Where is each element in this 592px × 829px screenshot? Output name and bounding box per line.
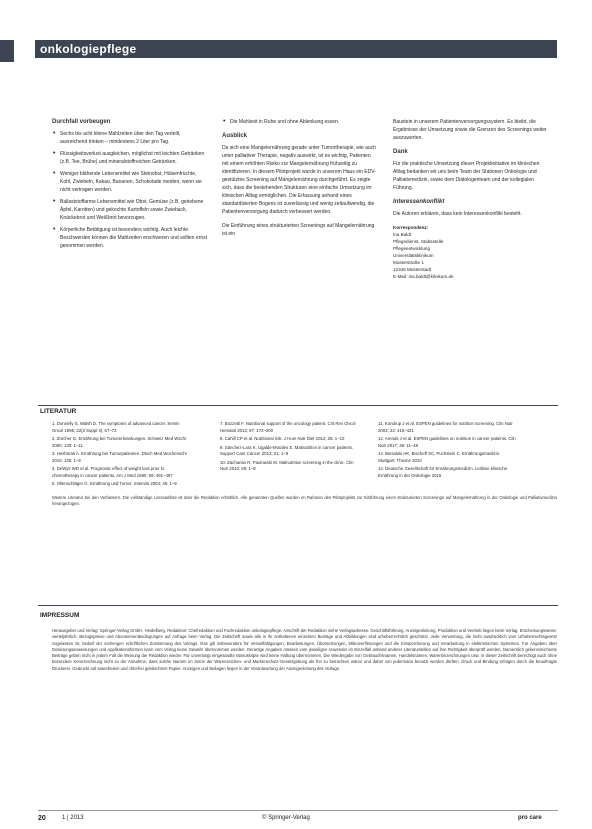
publisher-label: © Springer-Verlag — [262, 815, 310, 821]
section-title: onkologiepflege — [40, 42, 137, 56]
reference: 5. Ollenschläger G. Ernährung und Tumor. Internist 2004; 45: 1–9 — [52, 481, 177, 486]
literature-heading: LITERATUR — [40, 408, 77, 415]
reference: 9. Sánchez-Lara K, Ugalde-Morales E. Malnutrition in cancer patients. Support Care Cancer 2013; 21: 1–9 — [220, 444, 354, 456]
literature-column-2 — [220, 421, 360, 475]
address-line: Pflegeentwicklung — [393, 246, 431, 251]
address-line: Musterstraße 1 — [393, 260, 424, 265]
address-line: 12345 Musterstadt — [393, 267, 432, 272]
list-item: • Flüssigkeitsverlust ausgleichen, möglichst mit leichten Getränken (z.B. Tee, Brühe) und mineralstoffreichen Getränken. — [60, 150, 208, 166]
subheading: Interessenkonflikt — [393, 199, 445, 205]
reference: 10. Zacharias R, Paulowski M. Malnutrition screening in the clinic. Clin Nutr 2010; 29: 1–8 — [220, 459, 354, 471]
reference: 2. Zürcher G. Ernährung bei Tumorerkrankungen. Schweiz Med Wschr 2000; 130: 1–11 — [52, 436, 187, 448]
literature-note: Weitere Literatur bei den Verfassern. Die vollständige Literaturliste ist über die Redaktion erhältlich. Alle genannten Quellen wurden im Rahmen des Pilotprojekts zur Einführung eines strukturierten Screenings auf Mangelernährung in der Onkologie und Palliativmedizin herangezogen. — [52, 495, 557, 507]
address-line: Ina Baldt — [393, 232, 412, 237]
reference: 8. Cahill CP et al. Nutritional risk. J Hum Nutr Diet 2012; 25: 1–10 — [220, 436, 345, 441]
subheading: Dank — [393, 149, 408, 155]
imprint-text: Herausgeber und Verlag: Springer-Verlag GmbH, Heidelberg. Redaktion: Chefredaktion und Fachredaktion onkologiepflege. Anschrift der Redaktion siehe Verlagsadresse. Geschäftsführung, Anzeigenleitung, Produktion und Vertrieb liegen beim Verlag. Erscheinungsweise: vierteljährlich. Bezugspreise und Abonnementbedingungen auf Anfrage beim Verlag. Die Zeitschrift sowie alle in ihr enthaltenen einzelnen Beiträge und Abbildungen sind urheberrechtlich geschützt. Jede Verwertung, die nicht ausdrücklich vom Urheberrechtsgesetz zugelassen ist, bedarf der vorherigen schriftlichen Zustimmung des Verlags. Das gilt insbesondere für Vervielfältigungen, Bearbeitungen, Übersetzungen, Mikroverfilmungen und die Einspeicherung und Verarbeitung in elektronischen Systemen. Für Angaben über Dosierungsanweisungen und Applikationsformen kann vom Verlag keine Gewähr übernommen werden. Derartige Angaben müssen vom jeweiligen Anwender im Einzelfall anhand anderer Literaturstellen auf ihre Richtigkeit überprüft werden. Namentlich gekennzeichnete Beiträge geben nicht in jedem Fall die Meinung der Redaktion wieder. Für unverlangt eingesandte Manuskripte wird keine Haftung übernommen. Die Wiedergabe von Gebrauchsnamen, Handelsnamen, Warenbezeichnungen usw. in dieser Zeitschrift berechtigt auch ohne besondere Kennzeichnung nicht zu der Annahme, dass solche Namen im Sinne der Warenzeichen- und Markenschutz-Gesetzgebung als frei zu betrachten wären und daher von jedermann benutzt werden dürften. Druck und Bindung erfolgen durch die beauftragte Druckerei. Gedruckt auf säurefreiem und chlorfrei gebleichtem Papier. Anzeigen und Beilagen liegen in der Verantwortung der Anzeigenleitung des Verlags. — [52, 628, 557, 671]
imprint-heading: IMPRESSUM — [40, 612, 80, 619]
issue-label: 1 | 2013 — [62, 815, 84, 821]
column-3 — [393, 118, 553, 280]
bullet-list — [52, 130, 208, 250]
reference: 14. Deutsche Gesellschaft für Ernährungsmedizin. Leitlinie klinische Ernährung in der Onkologie 2015 — [378, 466, 508, 478]
reference: 4. DeWys WD et al. Prognostic effect of weight loss prior to chemotherapy in cancer patients. Am J Med 1980; 69: 491–497 — [52, 466, 173, 478]
list-item: • Die Mahlzeit in Ruhe und ohne Ablenkung essen. — [230, 118, 376, 126]
list-item: • Ballaststoffarme Lebensmittel wie Obst, Gemüse (z.B. geriebene Äpfel, Karotten) und gekochte Kartoffeln sowie Zwieback, Knäckebrot und Weißbrot bevorzugen. — [60, 198, 208, 222]
reference: 7. Bozzetti F. Nutritional support of the oncology patient. Crit Rev Oncol Hematol 2013; 87: 172–200 — [220, 421, 356, 433]
paragraph: Die Einführung eines strukturierten Screenings auf Mangelernährung ist ein — [222, 223, 375, 237]
section-divider — [38, 605, 558, 606]
page-number: 20 — [38, 815, 46, 822]
column-2 — [222, 118, 376, 244]
journal-name: pro care — [518, 815, 542, 821]
edge-tab — [0, 40, 14, 62]
list-item: • Körperliche Betätigung ist besonders wichtig. Auch leichte Beschwerden können die Mahlzeiten erschweren und sollten ernst genommen werden. — [60, 226, 208, 250]
list-item: • Sechs bis acht kleine Mahlzeiten über den Tag verteilt, ausreichend trinken – mindestens 2 Liter pro Tag. — [60, 130, 208, 146]
paragraph: Da sich eine Mangelernährung gerade unter Tumortherapie, wie auch unter palliativer Therapie, negativ auswirkt, ist es wichtig, Patienten mit einem erhöhten Risiko zur Mangelernährung frühzeitig zu identifizieren. In diesem Pilotprojekt wurde in unserem Haus ein EDV-gestütztes Screening auf Mangelernährung durchgeführt. Es zeigte sich, dass die bestehenden Strukturen eine einfache Umsetzung im klinischen Alltag ermöglichen. Die Erfassung anhand eines standardisierten Bogens ist zuverlässig und wenig zeitaufwendig, die Patientenversorgung dadurch verbessert werden. — [222, 145, 376, 215]
footer-divider — [38, 810, 558, 811]
subheading: Durchfall vorbeugen — [52, 119, 111, 125]
reference: 1. Donnelly S, Walsh D. The symptoms of advanced cancer. Semin Oncol 1995; 22(2 Suppl 3): 67–72 — [52, 421, 180, 433]
address-line: Universitätsklinikum — [393, 253, 434, 258]
reference: 11. Kondrup J et al. ESPEN guidelines for nutrition screening. Clin Nutr 2003; 22: 415–421 — [378, 421, 513, 433]
address-line: Pflegedienst, Stabsstelle — [393, 239, 444, 244]
literature-column-3 — [378, 421, 518, 481]
paragraph: Für die praktische Umsetzung dieser Projektinitiative im klinischen Alltag bedanken wir uns beim Team der Stationen Onkologie und Palliativmedizin, sowie dem Diätologenteam und der kollegialen Führung. — [393, 161, 540, 191]
subheading: Ausblick — [222, 133, 248, 139]
section-divider — [38, 405, 558, 406]
reference: 13. Biesalski HK, Bischoff SC, Puchstein C. Ernährungsmedizin. Stuttgart: Thieme 2010 — [378, 451, 501, 463]
address-line[interactable]: E-Mail: ina.baldt@klinikum.de — [393, 274, 454, 279]
column-1 — [52, 118, 208, 254]
reference: 12. Arends J et al. ESPEN guidelines on nutrition in cancer patients. Clin Nutr 2017; 36: 11–48 — [378, 436, 516, 448]
paragraph: Die Autoren erklären, dass kein Interessenkonflikt besteht. — [393, 211, 522, 217]
bullet-list — [222, 118, 376, 126]
correspondence-address — [393, 224, 553, 280]
literature-column-1 — [52, 421, 188, 490]
address-label: Korrespondenz: — [393, 225, 429, 230]
paragraph: Baustein in unserem Patientenversorgungssystem. Es bleibt, die Ergebnisse der Umsetzung sowie die Grenzen des Screenings weiter auszuwerten. — [393, 119, 547, 141]
reference: 3. Heshmati A. Ernährung bei Tumorpatienten. Dtsch Med Wochenschr 2010; 135: 1–9 — [52, 451, 188, 463]
list-item: • Weniger blähende Lebensmittel wie Steinobst, Hülsenfrüchte, Kohl, Zwiebeln, Kakao, Bananen, Schokolade meiden, wenn sie nicht vertragen werden. — [60, 170, 208, 194]
